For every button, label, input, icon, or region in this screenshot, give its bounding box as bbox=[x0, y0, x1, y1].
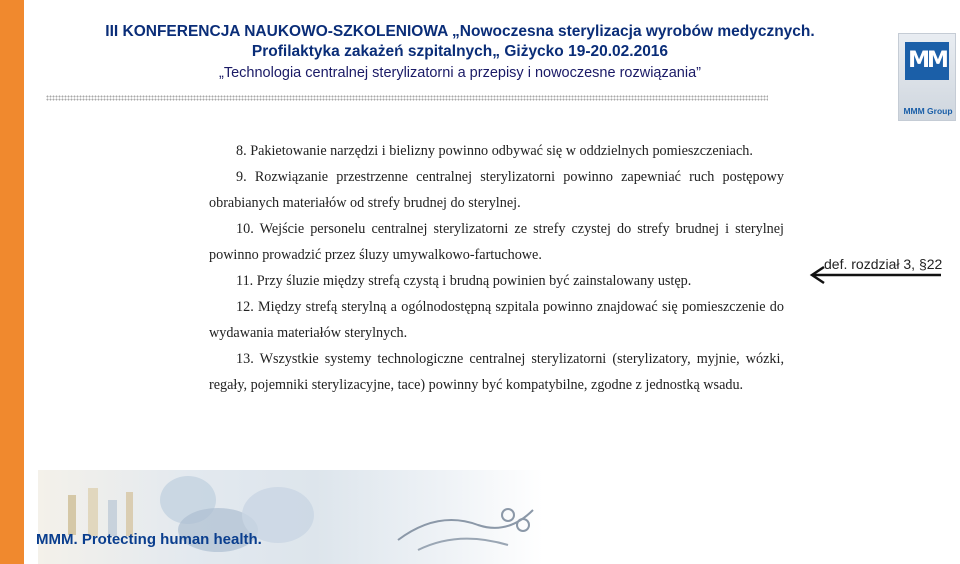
arrow-left-icon bbox=[808, 264, 944, 286]
header-title: III KONFERENCJA NAUKOWO-SZKOLENIOWA „Nowoczesna sterylizacja wyrobów medycznych. bbox=[105, 23, 815, 40]
mmm-logo-icon: MM bbox=[905, 42, 949, 80]
regulation-item-9: 9. Rozwiązanie przestrzenne centralnej sterylizatorni powinno zapewniać ruch postępowy obrabianych materiałów od strefy brudnej do sterylnej. bbox=[209, 169, 784, 211]
header-topic: „Technologia centralnej sterylizatorni a przepisy i nowoczesne rozwiązania” bbox=[219, 65, 701, 81]
regulation-item-8: 8. Pakietowanie narzędzi i bielizny powinno odbywać się w oddzielnych pomieszczeniach. bbox=[236, 143, 753, 159]
conference-header bbox=[40, 22, 880, 84]
regulation-item-12: 12. Między strefą sterylną a ogólnodostępną szpitala powinno znajdować się pomieszczenie do wydawania materiałów sterylnych. bbox=[209, 299, 784, 341]
logo-brand-text: MMM Group bbox=[903, 106, 953, 116]
left-accent-bar bbox=[0, 0, 24, 564]
regulation-item-10: 10. Wejście personelu centralnej sterylizatorni ze strefy czystej do strefy brudnej i sterylnej powinno prowadzić przez śluzy umywalkowo-fartuchowe. bbox=[209, 221, 784, 263]
regulation-item-13: 13. Wszystkie systemy technologiczne centralnej sterylizatorni (sterylizatory, myjnie, wózki, regały, pojemniki sterylizacyjne, tace) powinny być kompatybilne, zgodne z jednostką wsadu. bbox=[209, 351, 784, 393]
dotted-divider bbox=[46, 95, 768, 101]
medical-banner-image bbox=[38, 470, 543, 564]
mmm-logo bbox=[898, 33, 956, 121]
footer-tagline: MMM. Protecting human health. bbox=[36, 531, 262, 548]
regulation-item-11: 11. Przy śluzie między strefą czystą i brudną powinien być zainstalowany ustęp. bbox=[236, 273, 692, 289]
regulation-excerpt bbox=[209, 138, 784, 398]
annotation-label: def. rozdział 3, §22 bbox=[824, 256, 943, 272]
header-subtitle: Profilaktyka zakażeń szpitalnych„ Giżycko 19-20.02.2016 bbox=[251, 43, 669, 60]
